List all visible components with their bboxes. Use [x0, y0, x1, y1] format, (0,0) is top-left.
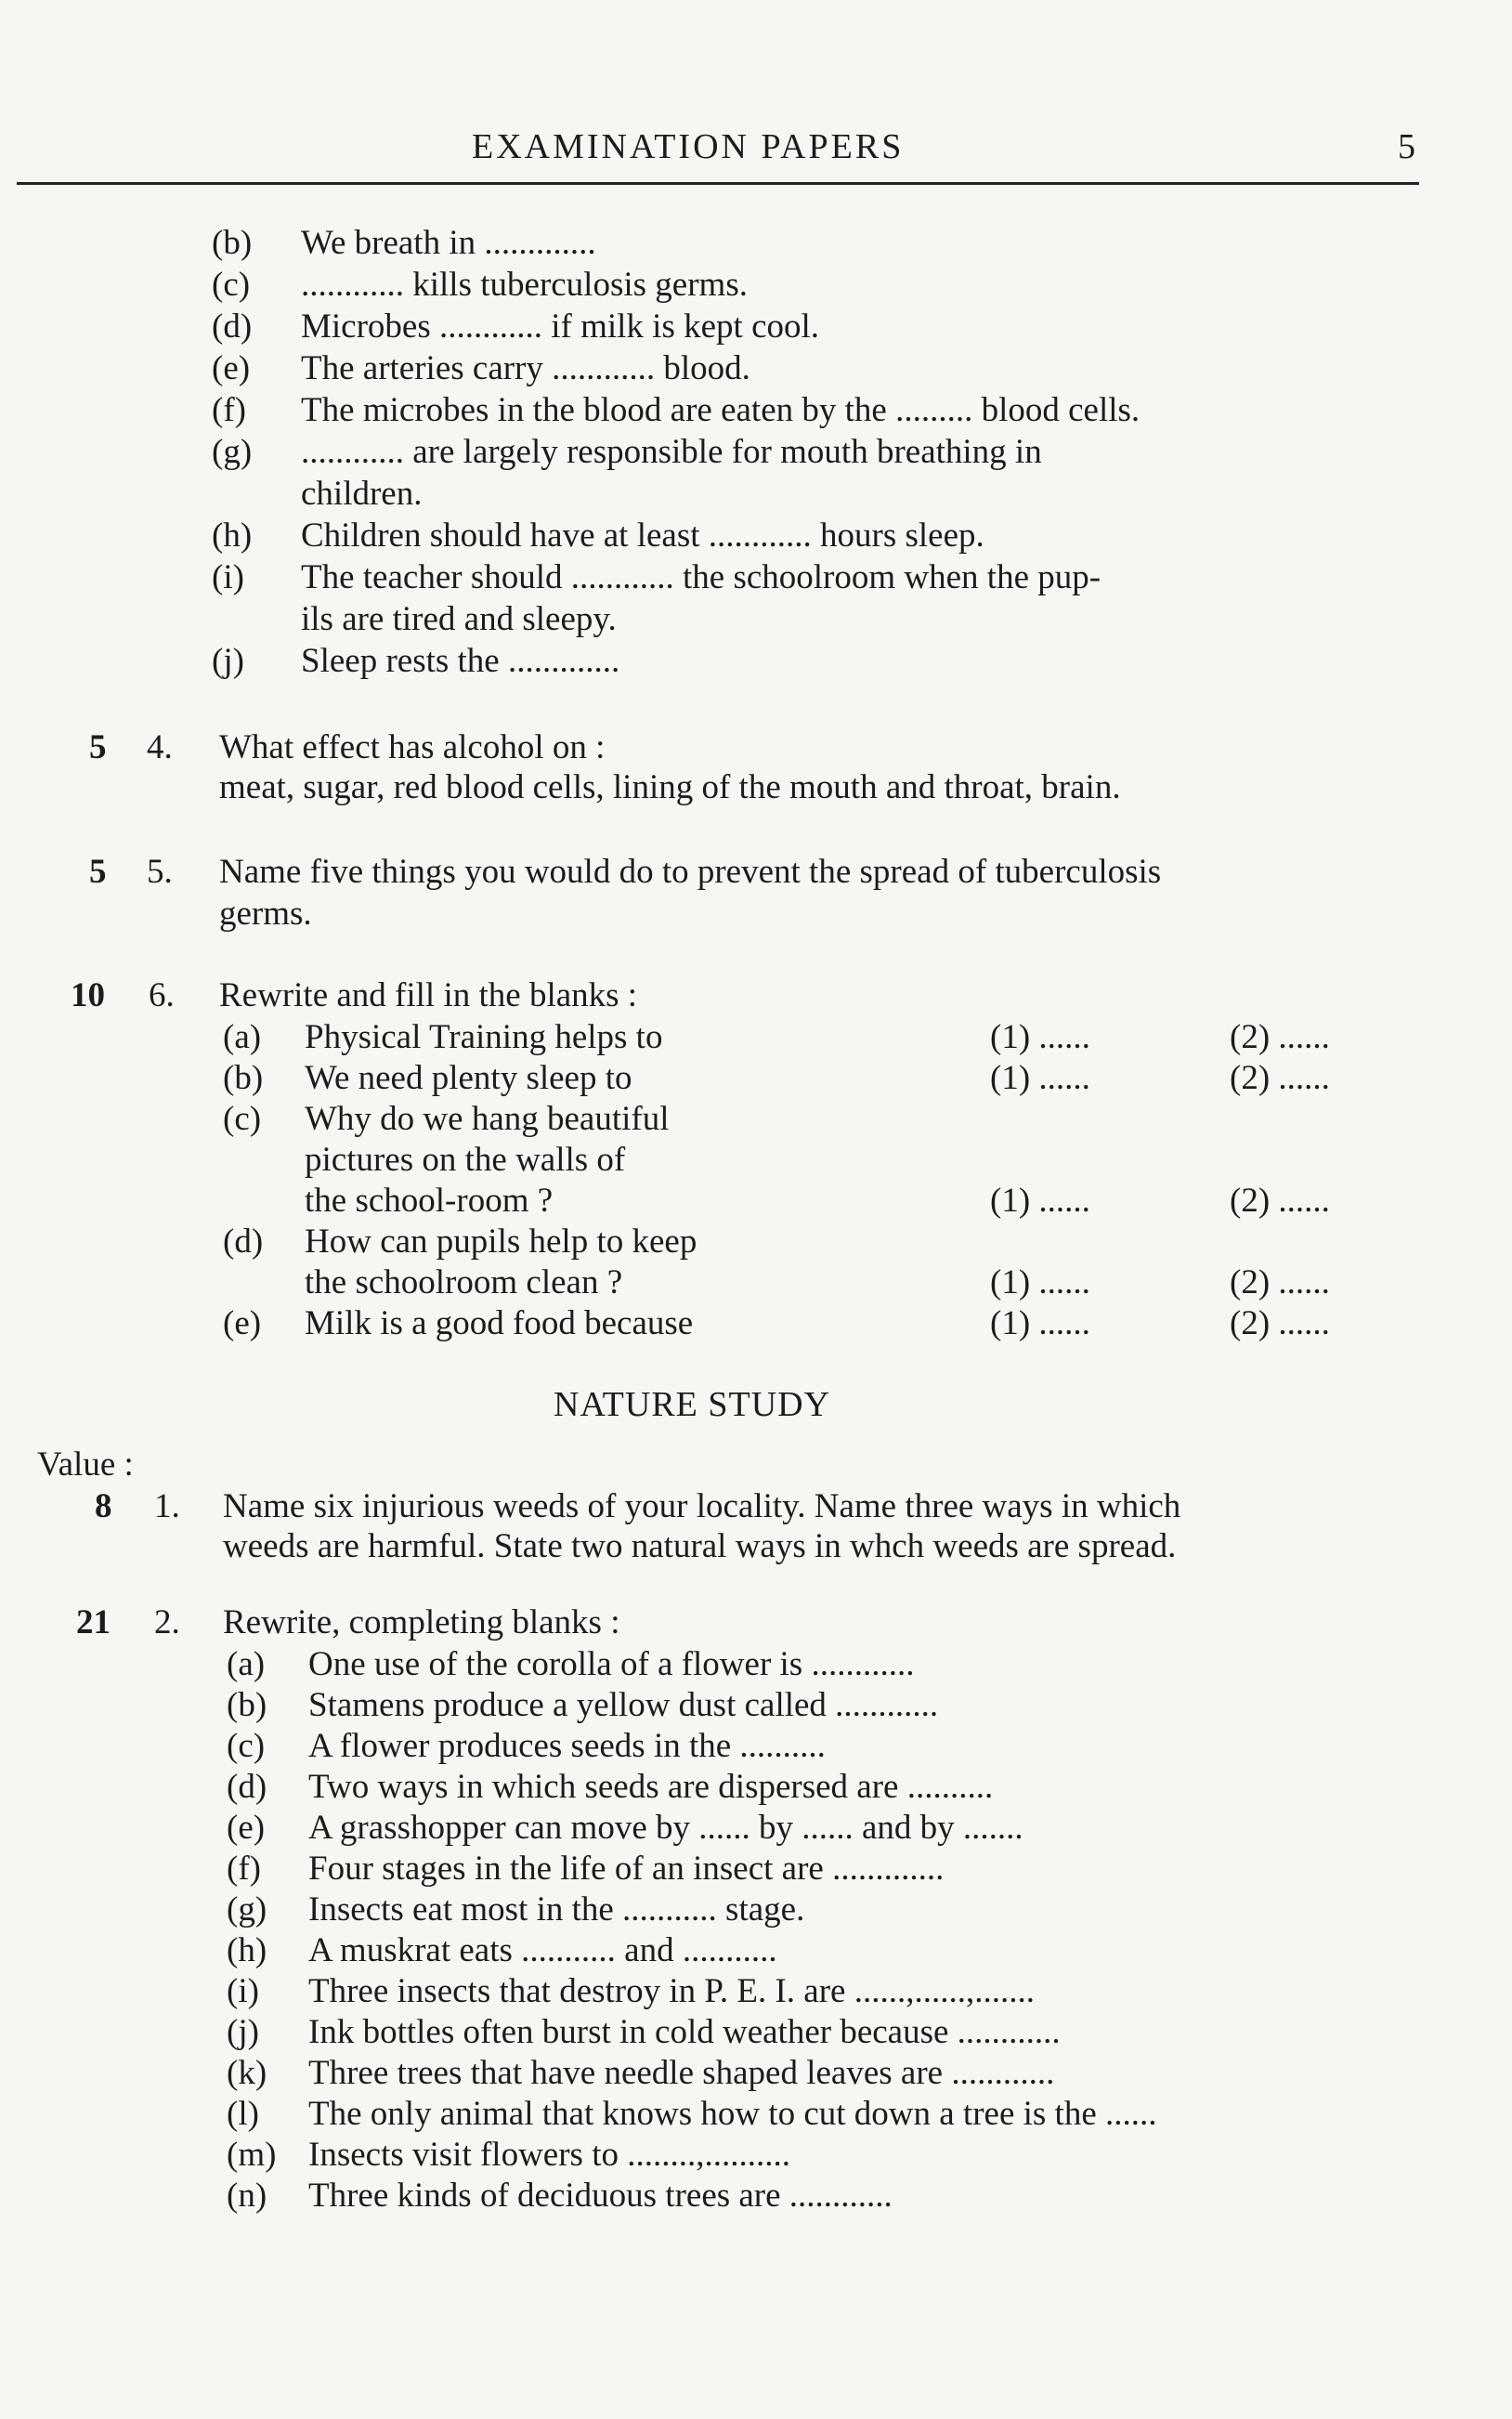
list-item: (l) The only animal that knows how to cut down a tree is the ......: [227, 2095, 1157, 2133]
list-item: (i) The teacher should ............ the schoolroom when the pup-: [212, 558, 1101, 596]
list-item: (m) Insects visit flowers to ........,..........: [227, 2136, 790, 2174]
list-item: (e) The arteries carry ............ blood.: [212, 349, 750, 387]
blank-1: (1) ......: [990, 1182, 1090, 1220]
list-item: (f) The microbes in the blood are eaten by the ......... blood cells.: [212, 391, 1141, 429]
question-number: 1.: [154, 1487, 180, 1525]
list-item-continuation: pictures on the walls of: [305, 1141, 626, 1179]
question-marks: 10: [71, 976, 105, 1014]
question-marks: 8: [95, 1487, 112, 1525]
question-marks: 5: [89, 853, 107, 891]
list-item: (k) Three trees that have needle shaped leaves are ............: [227, 2054, 1055, 2092]
question-text: Name five things you would do to prevent the spread of tuberculosis: [219, 853, 1162, 891]
list-item: (d) Two ways in which seeds are dispersed are ..........: [227, 1768, 994, 1806]
list-item: (c) A flower produces seeds in the ..........: [227, 1727, 826, 1765]
list-item: (e) A grasshopper can move by ...... by ...... and by .......: [227, 1809, 1023, 1847]
blank-2: (2) ......: [1230, 1059, 1330, 1097]
list-item: (e) Milk is a good food because: [223, 1304, 694, 1342]
list-item: (g) ............ are largely responsible for mouth breathing in: [212, 433, 1042, 471]
page-header: [17, 126, 1419, 185]
page-number: 5: [1398, 127, 1415, 166]
list-item: (d) Microbes ............ if milk is kept cool.: [212, 307, 820, 346]
blank-2: (2) ......: [1230, 1304, 1330, 1342]
question-text: Name six injurious weeds of your locality. Name three ways in which: [223, 1487, 1181, 1525]
question-number: 2.: [154, 1603, 180, 1641]
list-item: (c) Why do we hang beautiful: [223, 1100, 670, 1138]
question-text: What effect has alcohol on :: [219, 728, 606, 766]
question-number: 6.: [149, 976, 175, 1014]
question-marks: 5: [89, 728, 107, 766]
question-text: germs.: [219, 895, 312, 933]
value-label: Value :: [37, 1445, 134, 1484]
list-item: (a) Physical Training helps to: [223, 1018, 663, 1056]
list-item: (g) Insects eat most in the ........... stage.: [227, 1890, 805, 1929]
blank-2: (2) ......: [1230, 1018, 1330, 1056]
list-item-continuation: ils are tired and sleepy.: [301, 600, 617, 638]
list-item: (b) We need plenty sleep to: [223, 1059, 632, 1097]
list-item: (i) Three insects that destroy in P. E. I. are ......,......,.......: [227, 1972, 1035, 2010]
list-item-continuation: the school-room ?: [305, 1182, 554, 1220]
list-item: (h) A muskrat eats ........... and ...........: [227, 1931, 777, 1969]
list-item-continuation: children.: [301, 475, 423, 513]
list-item: (c) ............ kills tuberculosis germs.: [212, 266, 748, 304]
question-text: weeds are harmful. State two natural ways in whch weeds are spread.: [223, 1527, 1177, 1565]
blank-1: (1) ......: [990, 1059, 1090, 1097]
list-item: (b) Stamens produce a yellow dust called ............: [227, 1686, 939, 1724]
blank-1: (1) ......: [990, 1304, 1090, 1342]
list-item: (n) Three kinds of deciduous trees are ............: [227, 2177, 893, 2215]
blank-1: (1) ......: [990, 1018, 1090, 1056]
question-number: 5.: [147, 853, 173, 891]
blank-2: (2) ......: [1230, 1263, 1330, 1301]
running-title: EXAMINATION PAPERS: [472, 127, 905, 166]
list-item: (b) We breath in .............: [212, 224, 596, 262]
list-item-continuation: the schoolroom clean ?: [305, 1263, 623, 1301]
question-text: Rewrite and fill in the blanks :: [219, 976, 638, 1014]
question-text: meat, sugar, red blood cells, lining of the mouth and throat, brain.: [219, 768, 1121, 806]
list-item: (j) Sleep rests the .............: [212, 642, 620, 680]
question-marks: 21: [76, 1603, 111, 1641]
list-item: (a) One use of the corolla of a flower is ............: [227, 1645, 915, 1683]
question-number: 4.: [147, 728, 173, 766]
section-title: NATURE STUDY: [554, 1385, 831, 1424]
list-item: (h) Children should have at least ............ hours sleep.: [212, 516, 984, 555]
list-item: (j) Ink bottles often burst in cold weather because ............: [227, 2013, 1061, 2051]
list-item: (d) How can pupils help to keep: [223, 1223, 697, 1261]
list-item: (f) Four stages in the life of an insect are .............: [227, 1850, 945, 1888]
question-text: Rewrite, completing blanks :: [223, 1603, 620, 1641]
blank-2: (2) ......: [1230, 1182, 1330, 1220]
blank-1: (1) ......: [990, 1263, 1090, 1301]
